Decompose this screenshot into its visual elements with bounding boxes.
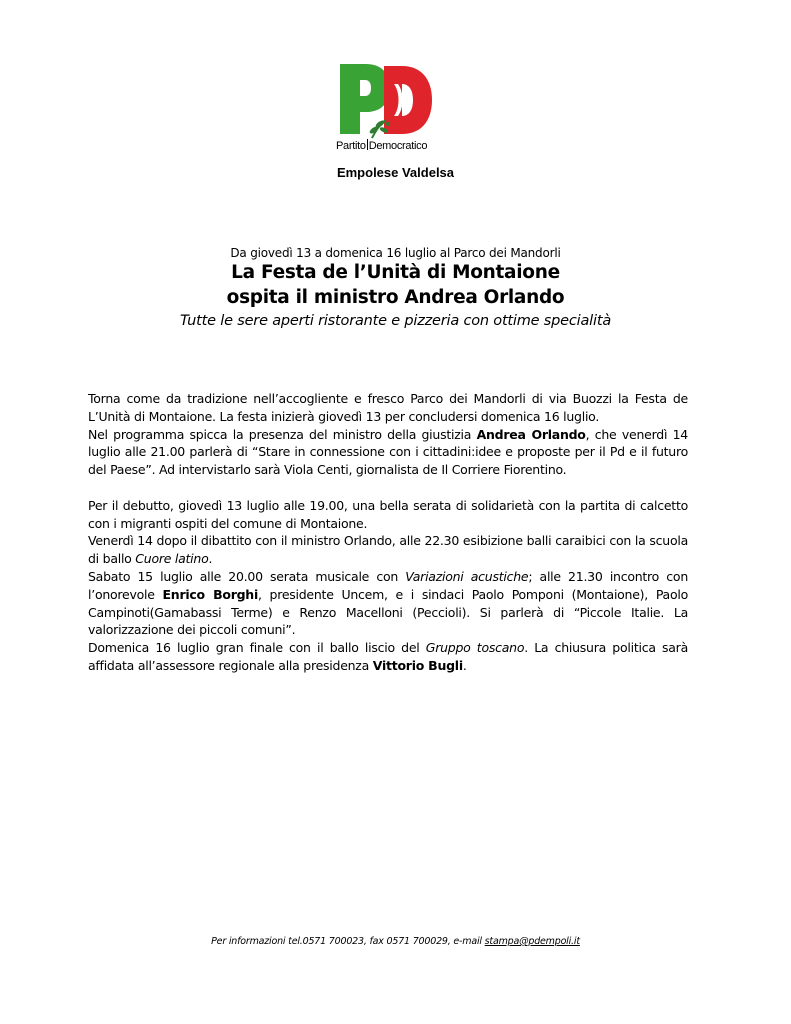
- p5-italic: Variazioni acustiche: [405, 568, 529, 584]
- p1-text: Torna come da tradizione nell’accogliente e fresco Parco dei Mandorli di via Buozzi la Festa de L’Unità di Montaione. La festa inizierà giovedì 13 per concludersi domenica 16 luglio.: [88, 391, 688, 424]
- pretitle: Da giovedì 13 a domenica 16 luglio al Parco dei Mandorli: [230, 246, 561, 260]
- p3-text: Per il debutto, giovedì 13 luglio alle 19.00, una bella serata di solidarietà con la partita di calcetto con i migranti ospiti del comune di Montaione.: [88, 497, 688, 531]
- title-line-1: La Festa de l’Unità di Montaione: [231, 262, 560, 283]
- paragraph-intro: [88, 390, 688, 426]
- article-body: [88, 390, 688, 675]
- paragraph-saturday: [88, 568, 688, 639]
- p2-text-c: , che venerdì 14 luglio alle 21.00 parlerà di “Stare in connessione con i cittadini:idee e proposte per il Pd e il futuro del Paese”. Ad intervistarlo sarà Viola Centi, giornalista de Il Corriere Fiorentino.: [88, 426, 688, 478]
- footer-contact: [0, 936, 791, 947]
- title-line-2: ospita il ministro Andrea Orlando: [226, 287, 565, 308]
- p6-text-c: . La chiusura politica sarà affidata all’assessore regionale alla presidenza: [88, 640, 688, 673]
- paragraph-program: [88, 426, 688, 479]
- p2-text-a: Nel programma spicca la presenza del ministro della giustizia: [88, 426, 477, 442]
- paragraph-debut: [88, 497, 688, 533]
- p6-bold-name: Vittorio Bugli: [372, 657, 463, 673]
- p5-bold-name: Enrico Borghi: [162, 586, 258, 602]
- logo-separator: [367, 139, 368, 150]
- p4-text-c: .: [208, 551, 213, 567]
- p6-text-e: .: [462, 657, 467, 673]
- p2-bold-name: Andrea Orlando: [476, 426, 586, 442]
- logo-caption-left: Partito: [336, 140, 366, 152]
- p6-text-a: Domenica 16 luglio gran finale con il ballo liscio del: [88, 640, 426, 656]
- p5-text-e: , presidente Uncem, e i sindaci Paolo Pomponi (Montaione), Paolo Campinoti(Gamabassi Terme) e Renzo Macelloni (Peccioli). Si parlerà di “Piccole Italie. La valorizzazione dei piccoli comuni”.: [88, 586, 688, 638]
- paragraph-sunday: [88, 639, 688, 675]
- organization-name: Empolese Valdelsa: [336, 165, 455, 180]
- p5-text-c: ; alle 21.30 incontro con l’onorevole: [88, 568, 688, 602]
- footer-email-link[interactable]: stampa@pdempoli.it: [484, 936, 580, 947]
- logo-caption: [336, 139, 446, 152]
- p4-text-a: Venerdì 14 dopo il dibattito con il ministro Orlando, alle 22.30 esibizione balli caraibici con la scuola di ballo: [88, 533, 688, 567]
- footer-text: Per informazioni tel.0571 700023, fax 0571 700029, e-mail: [211, 936, 485, 947]
- p4-italic: Cuore latino: [135, 551, 209, 567]
- logo-caption-right: Democratico: [368, 140, 428, 152]
- subtitle: Tutte le sere aperti ristorante e pizzeria con ottime specialità: [179, 313, 611, 329]
- pd-logo-icon: [336, 62, 436, 142]
- paragraph-friday: [88, 532, 688, 568]
- p6-italic: Gruppo toscano: [425, 640, 525, 656]
- p5-text-a: Sabato 15 luglio alle 20.00 serata musicale con: [88, 568, 406, 584]
